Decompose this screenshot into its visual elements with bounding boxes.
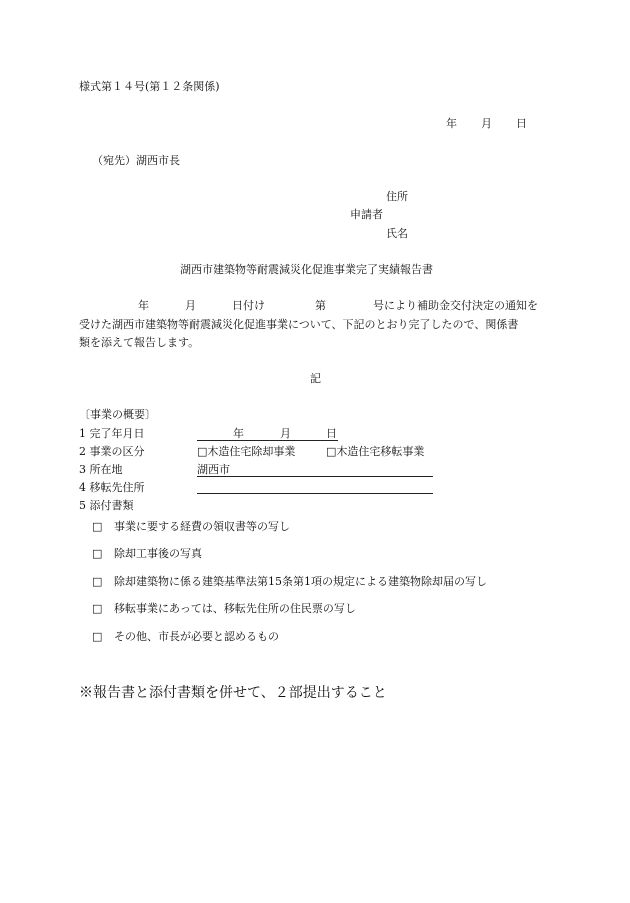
location-label: 3 所在地: [79, 463, 123, 476]
overview-heading: 〔事業の概要〕: [79, 408, 156, 421]
attachment-checkbox[interactable]: □: [92, 575, 103, 588]
name-label: 氏名: [386, 227, 408, 240]
wooden-relocation-checkbox[interactable]: □木造住宅移転事業: [326, 445, 425, 458]
attachment-item-resident-record: 移転事業にあっては、移転先住所の住民票の写し: [114, 602, 356, 615]
attachment-item-other: その他、市長が必要と認めるもの: [114, 630, 279, 643]
project-category-label: 2 事業の区分: [79, 445, 145, 458]
document-title: 湖西市建築物等耐震減災化促進事業完了実績報告書: [180, 263, 433, 276]
body-line2: 受けた湖西市建築物等耐震減災化促進事業について、下記のとおり完了したので、関係書: [79, 318, 519, 331]
wooden-demolition-checkbox[interactable]: □木造住宅除却事業: [197, 445, 296, 458]
completion-year: 年: [233, 427, 244, 440]
form-number: 様式第１４号(第１２条関係): [79, 80, 220, 93]
relocation-address-underline[interactable]: [197, 493, 433, 494]
address-label: 住所: [386, 190, 408, 203]
body-month: 月: [185, 299, 196, 312]
attachment-checkbox[interactable]: □: [92, 520, 103, 533]
attachment-checkbox[interactable]: □: [92, 602, 103, 615]
location-value[interactable]: 湖西市: [197, 463, 230, 476]
attachment-item-demolition-notice: 除却建築物に係る建築基準法第15条第1項の規定による建築物除却届の写し: [114, 575, 487, 588]
date-month-label: 月: [481, 117, 492, 130]
attachments-label: 5 添付書類: [79, 499, 134, 512]
completion-date-label: 1 完了年月日: [79, 427, 145, 440]
date-year-label: 年: [446, 117, 457, 130]
applicant-label: 申請者: [350, 208, 383, 221]
body-dated: 日付け: [232, 299, 265, 312]
relocation-address-label: 4 移転先住所: [79, 481, 145, 494]
body-line3: 類を添えて報告します。: [79, 336, 200, 349]
ki-label: 記: [310, 372, 321, 385]
attachment-item-receipts: 事業に要する経費の領収書等の写し: [114, 520, 290, 533]
attachment-checkbox[interactable]: □: [92, 547, 103, 560]
body-line1-rest: 号により補助金交付決定の通知を: [373, 299, 538, 312]
attachment-checkbox[interactable]: □: [92, 630, 103, 643]
submission-note: ※報告書と添付書類を併せて、２部提出すること: [79, 685, 387, 701]
body-dai: 第: [315, 299, 326, 312]
completion-day: 日: [326, 427, 337, 440]
completion-month: 月: [280, 427, 291, 440]
date-day-label: 日: [516, 117, 527, 130]
body-year: 年: [138, 299, 149, 312]
addressee: （宛先）湖西市長: [92, 154, 180, 167]
location-underline: [197, 476, 433, 477]
completion-date-underline: [197, 440, 338, 441]
attachment-item-photos: 除却工事後の写真: [114, 547, 202, 560]
